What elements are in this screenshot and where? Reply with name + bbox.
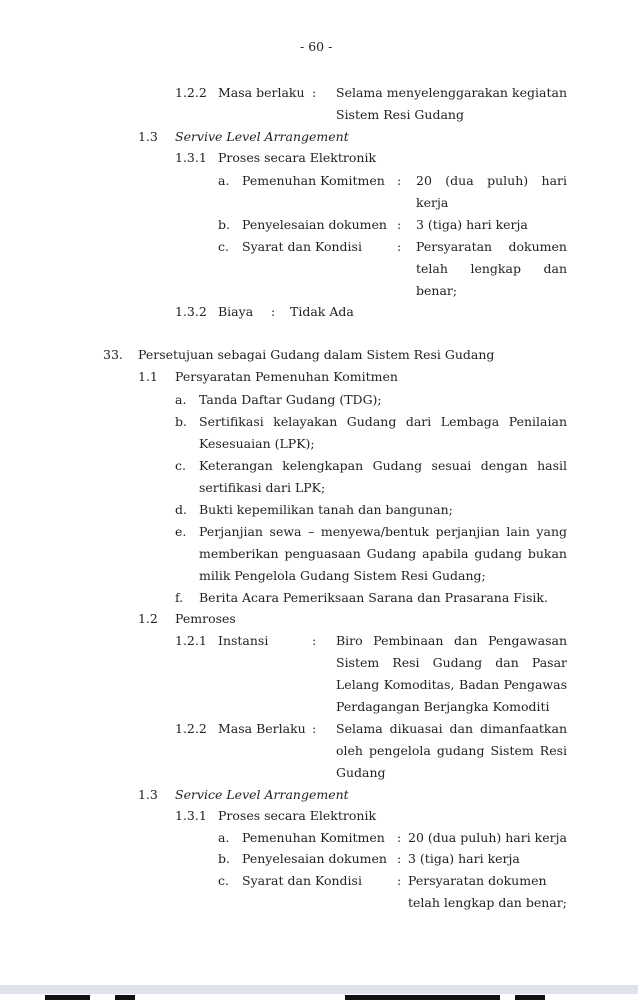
field-value: Perdagangan Berjangka Komoditi — [336, 699, 550, 714]
scan-edge-mark — [45, 995, 90, 1000]
item-label: Penyelesaian dokumen — [242, 217, 387, 232]
item-letter: b. — [218, 217, 230, 232]
requirement-text: Sertifikasi kelayakan Gudang dari Lembaga Penilaian — [199, 414, 567, 429]
colon: : — [312, 85, 317, 100]
section-number: 1.3.2 — [175, 304, 207, 319]
item-letter: c. — [218, 239, 229, 254]
field-value: Sistem Resi Gudang dan Pasar — [336, 655, 567, 670]
field-value: Selama dikuasai dan dimanfaatkan — [336, 721, 567, 736]
colon: : — [397, 217, 402, 232]
section-title: Proses secara Elektronik — [218, 150, 377, 165]
item-value: Persyaratan dokumen — [416, 239, 567, 254]
field-value: oleh pengelola gudang Sistem Resi — [336, 743, 567, 758]
item-label: Pemenuhan Komitmen — [242, 830, 385, 845]
colon: : — [397, 239, 402, 254]
item-label: Syarat dan Kondisi — [242, 873, 362, 888]
item-label: Penyelesaian dokumen — [242, 851, 387, 866]
item-value: 3 (tiga) hari kerja — [408, 851, 520, 866]
section-title: Persyaratan Pemenuhan Komitmen — [175, 369, 398, 384]
colon: : — [271, 304, 276, 319]
section-number: 1.2.2 — [175, 721, 207, 736]
section-number: 1.2.1 — [175, 633, 207, 648]
requirement-letter: e. — [175, 524, 187, 539]
requirement-text: sertifikasi dari LPK; — [199, 480, 326, 495]
requirement-text: Bukti kepemilikan tanah dan bangunan; — [199, 502, 453, 517]
field-label: Masa berlaku — [218, 85, 305, 100]
item-value: 20 (dua puluh) hari kerja — [408, 830, 567, 845]
requirement-text: Keterangan kelengkapan Gudang sesuai dengan hasil — [199, 458, 567, 473]
item-letter: a. — [218, 830, 230, 845]
requirement-letter: c. — [175, 458, 186, 473]
colon: : — [397, 830, 402, 845]
item-value: telah lengkap dan benar; — [408, 895, 567, 910]
item-value: 20 (dua puluh) hari — [416, 173, 567, 188]
colon: : — [397, 173, 402, 188]
colon: : — [312, 721, 317, 736]
requirement-text: memberikan penguasaan Gudang apabila gudang bukan — [199, 546, 567, 561]
section-title: Pemroses — [175, 611, 236, 626]
field-value: Selama menyelenggarakan kegiatan — [336, 85, 567, 100]
requirement-text: Kesesuaian (LPK); — [199, 436, 315, 451]
section-title: Persetujuan sebagai Gudang dalam Sistem Resi Gudang — [138, 347, 495, 362]
item-value: telah lengkap dan — [416, 261, 567, 276]
section-number: 1.3.1 — [175, 150, 207, 165]
field-value: Sistem Resi Gudang — [336, 107, 464, 122]
field-label: Instansi — [218, 633, 269, 648]
requirement-letter: f. — [175, 590, 184, 605]
scan-edge-mark — [515, 995, 545, 1000]
field-value: Gudang — [336, 765, 386, 780]
field-value: Lelang Komoditas, Badan Pengawas — [336, 677, 567, 692]
item-letter: b. — [218, 851, 230, 866]
section-number: 1.2.2 — [175, 85, 207, 100]
field-label: Masa Berlaku — [218, 721, 306, 736]
page-number: - 60 - — [300, 39, 333, 54]
item-value: benar; — [416, 283, 458, 298]
requirement-text: milik Pengelola Gudang Sistem Resi Gudang; — [199, 568, 486, 583]
colon: : — [312, 633, 317, 648]
field-value: Tidak Ada — [290, 304, 354, 319]
requirement-letter: d. — [175, 502, 187, 517]
item-label: Pemenuhan Komitmen — [242, 173, 385, 188]
requirement-letter: b. — [175, 414, 187, 429]
item-value: Persyaratan dokumen — [408, 873, 547, 888]
section-title: Proses secara Elektronik — [218, 808, 377, 823]
item-label: Syarat dan Kondisi — [242, 239, 362, 254]
item-letter: c. — [218, 873, 229, 888]
item-value: kerja — [416, 195, 449, 210]
section-number: 1.1 — [138, 369, 158, 384]
item-value: 3 (tiga) hari kerja — [416, 217, 528, 232]
section-title: Service Level Arrangement — [175, 787, 349, 802]
requirement-text: Tanda Daftar Gudang (TDG); — [199, 392, 382, 407]
section-title: Servive Level Arrangement — [175, 129, 349, 144]
field-label: Biaya — [218, 304, 254, 319]
scan-edge-band — [0, 985, 638, 994]
section-number: 1.3 — [138, 129, 158, 144]
colon: : — [397, 851, 402, 866]
requirement-text: Perjanjian sewa – menyewa/bentuk perjanjian lain yang — [199, 524, 567, 539]
scan-edge-mark — [345, 995, 500, 1000]
scan-edge-mark — [115, 995, 135, 1000]
field-value: Biro Pembinaan dan Pengawasan — [336, 633, 567, 648]
colon: : — [397, 873, 402, 888]
requirement-text: Berita Acara Pemeriksaan Sarana dan Prasarana Fisik. — [199, 590, 548, 605]
section-number: 1.3 — [138, 787, 158, 802]
requirement-letter: a. — [175, 392, 187, 407]
section-number: 1.2 — [138, 611, 158, 626]
section-number: 1.3.1 — [175, 808, 207, 823]
section-number: 33. — [103, 347, 123, 362]
item-letter: a. — [218, 173, 230, 188]
